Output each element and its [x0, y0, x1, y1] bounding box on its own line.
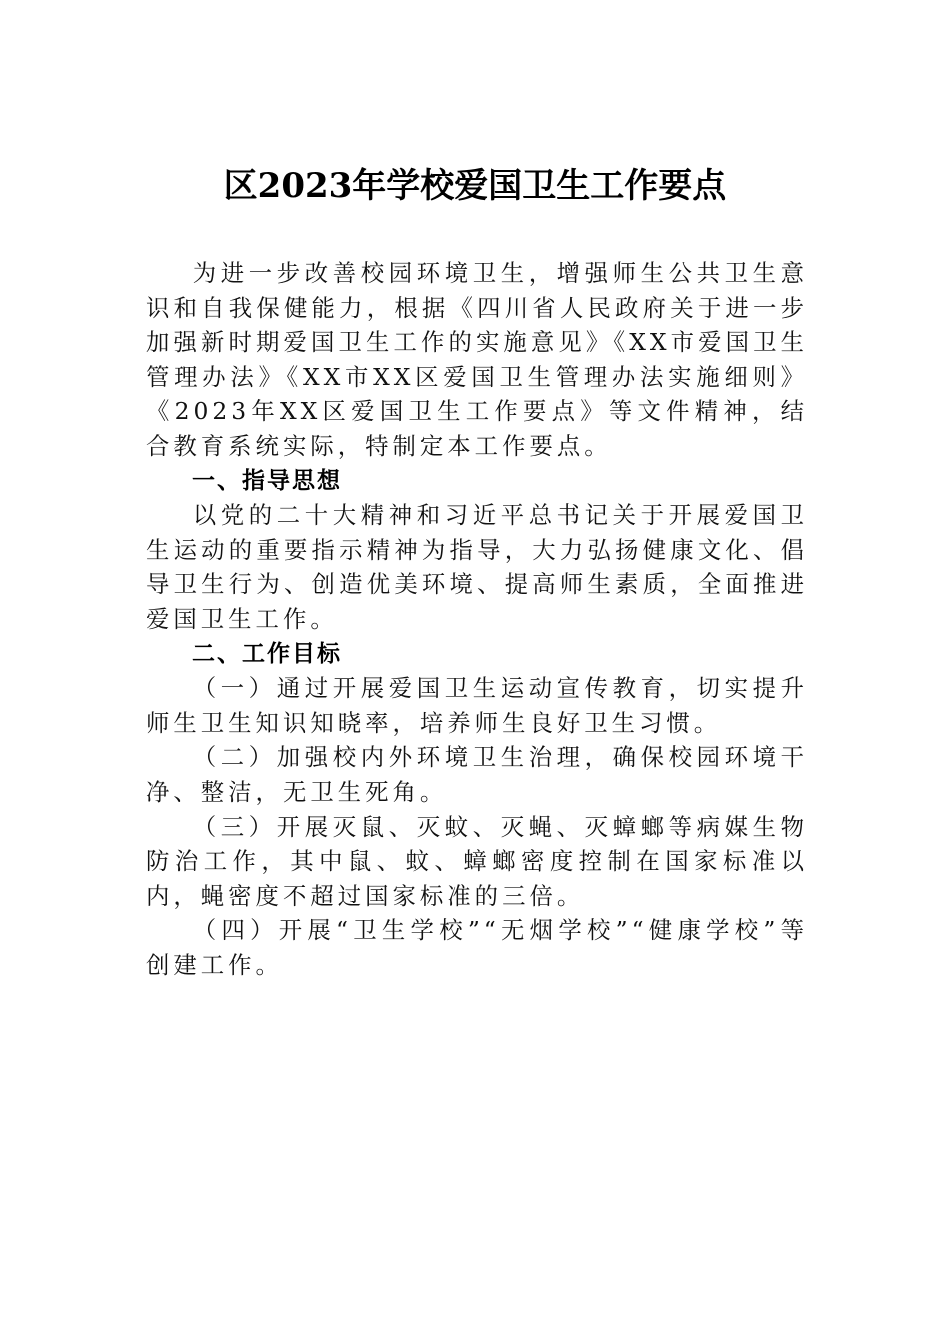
guiding-ideology-paragraph: 以党的二十大精神和习近平总书记关于开展爱国卫生运动的重要指示精神为指导，大力弘扬健康文化、倡导卫生行为、创造优美环境、提高师生素质，全面推进爱国卫生工作。	[146, 501, 808, 633]
work-goal-item: （三）开展灭鼠、灭蚊、灭蝇、灭蟑螂等病媒生物防治工作，其中鼠、蚊、蟑螂密度控制在国家标准以内，蝇密度不超过国家标准的三倍。	[146, 812, 808, 910]
document-body	[146, 256, 808, 982]
section-heading-guiding-ideology: 一、指导思想	[192, 467, 342, 494]
document-title: 区2023年学校爱国卫生工作要点	[223, 166, 727, 206]
intro-paragraph: 为进一步改善校园环境卫生，增强师生公共卫生意识和自我保健能力，根据《四川省人民政府关于进一步加强新时期爱国卫生工作的实施意见》《XX市爱国卫生管理办法》《XX市XX区爱国卫生管理办法实施细则》《2023年XX区爱国卫生工作要点》等文件精神，结合教育系统实际，特制定本工作要点。	[146, 259, 808, 460]
work-goal-item: （二）加强校内外环境卫生治理，确保校园环境干净、整洁，无卫生死角。	[146, 743, 808, 806]
work-goal-item: （四）开展“卫生学校”“无烟学校”“健康学校”等创建工作。	[146, 916, 808, 979]
work-goal-item: （一）通过开展爱国卫生运动宣传教育，切实提升师生卫生知识知晓率，培养师生良好卫生习惯。	[146, 674, 808, 737]
section-heading-work-goals: 二、工作目标	[192, 640, 342, 667]
